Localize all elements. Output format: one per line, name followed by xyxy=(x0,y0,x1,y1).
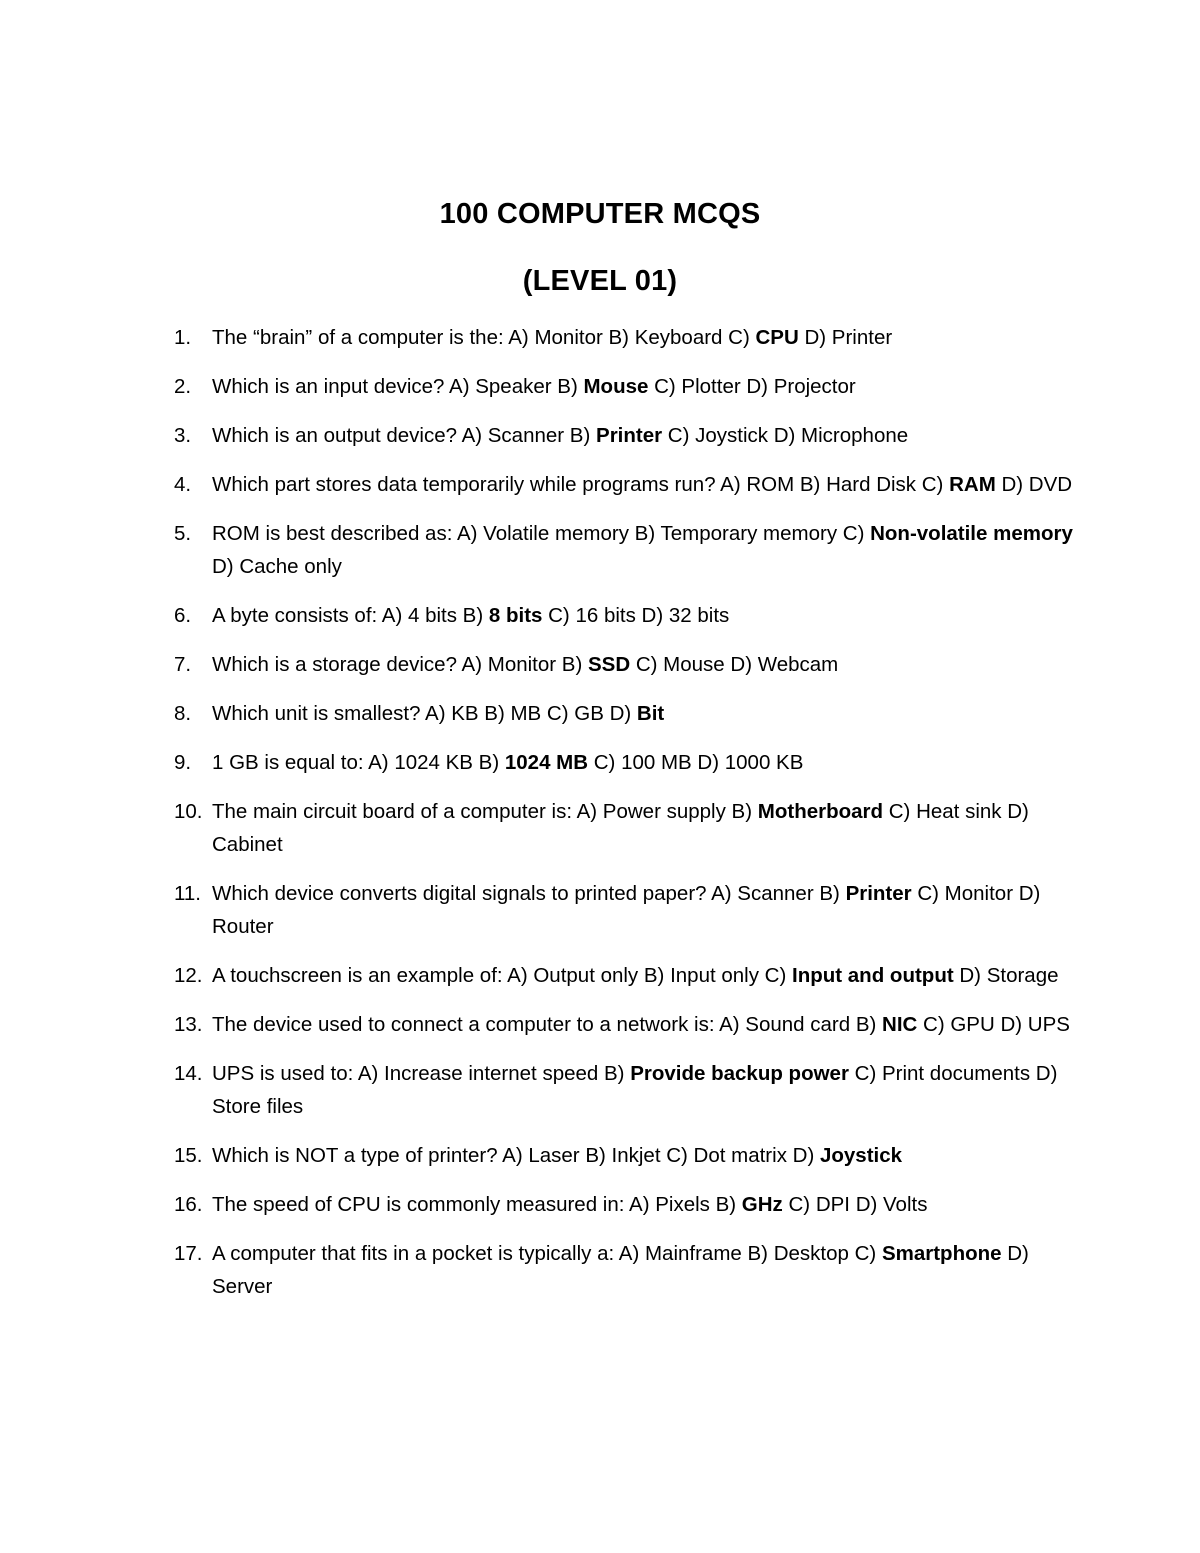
question-item xyxy=(174,746,1074,779)
correct-answer: Input and output xyxy=(792,964,954,987)
question-number: 13. xyxy=(174,1013,203,1036)
question-number: 16. xyxy=(174,1193,203,1216)
correct-answer: 8 bits xyxy=(488,604,543,627)
question-text-rest: C) DPI D) Volts xyxy=(782,1193,928,1216)
question-text: Which part stores data temporarily while programs run? A) ROM B) Hard Disk C) xyxy=(212,473,950,496)
question-text: A byte consists of: A) 4 bits B) xyxy=(212,604,489,627)
question-number: 8. xyxy=(174,702,192,725)
question-text-rest: D) Cache only xyxy=(212,555,342,578)
correct-answer: GHz xyxy=(741,1193,783,1216)
question-text: 1 GB is equal to: A) 1024 KB B) xyxy=(212,751,505,774)
question-item xyxy=(174,468,1074,501)
correct-answer: Non-volatile memory xyxy=(870,522,1073,545)
question-number: 10. xyxy=(174,800,203,823)
question-item xyxy=(174,795,1074,861)
question-text-rest: D) DVD xyxy=(995,473,1073,496)
question-number: 1. xyxy=(174,326,192,349)
question-text-rest: C) 100 MB D) 1000 KB xyxy=(588,751,804,774)
correct-answer: Provide backup power xyxy=(630,1062,849,1085)
question-text-rest: C) Print documents D) Store files xyxy=(212,1062,1058,1118)
question-item xyxy=(174,321,1074,354)
question-item xyxy=(174,1057,1074,1123)
question-text-rest: C) GPU D) UPS xyxy=(917,1013,1070,1036)
question-item xyxy=(174,517,1074,583)
question-text: Which is an output device? A) Scanner B) xyxy=(212,424,597,447)
correct-answer: CPU xyxy=(755,326,799,349)
question-number: 6. xyxy=(174,604,192,627)
question-item xyxy=(174,599,1074,632)
question-number: 4. xyxy=(174,473,192,496)
question-number: 12. xyxy=(174,964,203,987)
question-text: The device used to connect a computer to a network is: A) Sound card B) xyxy=(212,1013,883,1036)
question-number: 7. xyxy=(174,653,192,676)
question-text-rest: D) Printer xyxy=(798,326,893,349)
question-text: Which device converts digital signals to printed paper? A) Scanner B) xyxy=(212,882,846,905)
question-text: ROM is best described as: A) Volatile memory B) Temporary memory C) xyxy=(212,522,871,545)
question-text-rest: C) Plotter D) Projector xyxy=(648,375,856,398)
question-item xyxy=(174,370,1074,403)
question-text-rest: C) Heat sink D) Cabinet xyxy=(212,800,1029,856)
question-text: Which unit is smallest? A) KB B) MB C) GB D) xyxy=(212,702,637,725)
question-text: UPS is used to: A) Increase internet speed B) xyxy=(212,1062,631,1085)
correct-answer: Printer xyxy=(596,424,663,447)
question-item xyxy=(174,648,1074,681)
correct-answer: Joystick xyxy=(819,1144,903,1167)
question-number: 17. xyxy=(174,1242,203,1265)
question-item xyxy=(174,697,1074,730)
question-item xyxy=(174,877,1074,943)
question-text-rest: D) Server xyxy=(212,1242,1029,1298)
question-text-rest: D) Storage xyxy=(953,964,1059,987)
question-text: Which is NOT a type of printer? A) Laser B) Inkjet C) Dot matrix D) xyxy=(212,1144,820,1167)
question-text: The “brain” of a computer is the: A) Monitor B) Keyboard C) xyxy=(212,326,756,349)
question-item xyxy=(174,1237,1074,1303)
question-item xyxy=(174,1139,1074,1172)
question-text-rest: C) Joystick D) Microphone xyxy=(662,424,909,447)
question-number: 15. xyxy=(174,1144,203,1167)
document-subtitle: (LEVEL 01) xyxy=(522,265,678,297)
correct-answer: Printer xyxy=(845,882,912,905)
question-text-rest: C) Monitor D) Router xyxy=(212,882,1041,938)
question-text: The speed of CPU is commonly measured in: A) Pixels B) xyxy=(212,1193,742,1216)
question-list xyxy=(174,321,1074,1319)
question-text-rest: C) Mouse D) Webcam xyxy=(630,653,839,676)
question-text: Which is an input device? A) Speaker B) xyxy=(212,375,584,398)
question-number: 3. xyxy=(174,424,192,447)
correct-answer: Mouse xyxy=(583,375,649,398)
correct-answer: Motherboard xyxy=(757,800,884,823)
document-title: 100 COMPUTER MCQS xyxy=(439,198,761,230)
question-text: A computer that fits in a pocket is typically a: A) Mainframe B) Desktop C) xyxy=(212,1242,882,1265)
question-item xyxy=(174,419,1074,452)
question-text-rest: C) 16 bits D) 32 bits xyxy=(542,604,730,627)
correct-answer: 1024 MB xyxy=(504,751,589,774)
question-item xyxy=(174,1008,1074,1041)
correct-answer: Smartphone xyxy=(881,1242,1002,1265)
question-number: 14. xyxy=(174,1062,203,1085)
question-number: 11. xyxy=(174,882,201,905)
question-text: A touchscreen is an example of: A) Output only B) Input only C) xyxy=(212,964,792,987)
question-number: 9. xyxy=(174,751,192,774)
question-item xyxy=(174,1188,1074,1221)
question-item xyxy=(174,959,1074,992)
question-number: 5. xyxy=(174,522,192,545)
correct-answer: SSD xyxy=(588,653,631,676)
correct-answer: NIC xyxy=(882,1013,918,1036)
question-text: Which is a storage device? A) Monitor B) xyxy=(212,653,588,676)
correct-answer: Bit xyxy=(636,702,665,725)
correct-answer: RAM xyxy=(949,473,996,496)
question-text: The main circuit board of a computer is: A) Power supply B) xyxy=(212,800,758,823)
question-number: 2. xyxy=(174,375,192,398)
